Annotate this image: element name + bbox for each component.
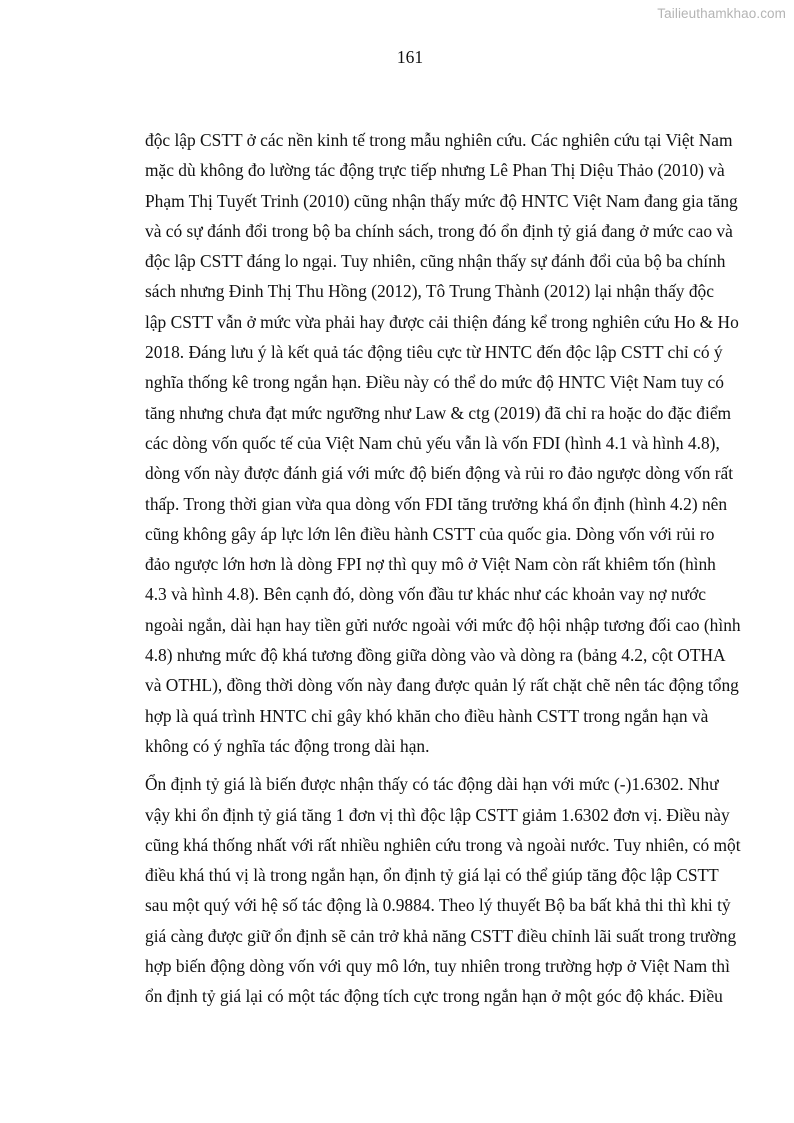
text-line: cũng không gây áp lực lớn lên điều hành CSTT của quốc gia. Dòng vốn với rủi ro (145, 523, 715, 544)
text-line: 2018. Đáng lưu ý là kết quả tác động tiêu cực từ HNTC đến độc lập CSTT chỉ có ý (145, 342, 723, 363)
text-line: độc lập CSTT ở các nền kinh tế trong mẫu nghiên cứu. Các nghiên cứu tại Việt Nam (145, 130, 733, 150)
text-line: sách nhưng Đinh Thị Thu Hồng (2012), Tô Trung Thành (2012) lại nhận thấy độc (145, 281, 714, 302)
text-line: mặc dù không đo lường tác động trực tiếp nhưng Lê Phan Thị Diệu Thảo (2010) và (145, 160, 725, 181)
text-line: đảo ngược lớn hơn là dòng FPI nợ thì quy mô ở Việt Nam còn rất khiêm tốn (hình (145, 554, 716, 575)
text-line: 4.8) nhưng mức độ khá tương đồng giữa dòng vào và dòng ra (bảng 4.2, cột OTHA (145, 645, 726, 666)
text-line: dòng vốn này được đánh giá với mức độ biến động và rủi ro đảo ngược dòng vốn rất (145, 463, 734, 484)
text-line: hợp biến động dòng vốn với quy mô lớn, tuy nhiên trong trường hợp ở Việt Nam thì (145, 956, 730, 977)
text-line: ổn định tỷ giá lại có một tác động tích cực trong ngắn hạn ở một góc độ khác. Điều (145, 986, 723, 1007)
watermark: Tailieuthamkhao.com (657, 6, 786, 21)
text-line: cũng khá thống nhất với rất nhiều nghiên cứu trong và ngoài nước. Tuy nhiên, có một (145, 834, 741, 855)
text-line: và OTHL), đồng thời dòng vốn này đang được quản lý rất chặt chẽ nên tác động tổng (145, 675, 739, 696)
text-line: điều khá thú vị là trong ngắn hạn, ổn định tỷ giá lại có thể giúp tăng độc lập CSTT (145, 865, 719, 886)
text-line: lập CSTT vẫn ở mức vừa phải hay được cải thiện đáng kể trong nghiên cứu Ho & Ho (145, 311, 739, 332)
page-number: 161 (396, 47, 424, 67)
text-line: Ổn định tỷ giá là biến được nhận thấy có tác động dài hạn với mức (-)1.6302. Như (145, 774, 719, 795)
text-line: hợp là quá trình HNTC chỉ gây khó khăn cho điều hành CSTT trong ngắn hạn và (145, 705, 709, 726)
text-line: nghĩa thống kê trong ngắn hạn. Điều này có thể do mức độ HNTC Việt Nam tuy có (145, 372, 724, 393)
text-line: thấp. Trong thời gian vừa qua dòng vốn FDI tăng trưởng khá ổn định (hình 4.2) nên (145, 493, 728, 514)
text-line: và có sự đánh đổi trong bộ ba chính sách, trong đó ổn định tỷ giá đang ở mức cao và (145, 220, 733, 241)
paragraph-2 (145, 769, 741, 1011)
text-line: ngoài ngắn, dài hạn hay tiền gửi nước ngoài với mức độ hội nhập tương đối cao (hình (145, 614, 741, 635)
document-body (145, 125, 741, 1012)
text-line: Phạm Thị Tuyết Trinh (2010) cũng nhận thấy mức độ HNTC Việt Nam đang gia tăng (145, 190, 738, 211)
paragraph-1 (145, 125, 741, 761)
text-line: các dòng vốn quốc tế của Việt Nam chủ yếu vẫn là vốn FDI (hình 4.1 và hình 4.8), (145, 432, 720, 453)
text-line: vậy khi ổn định tỷ giá tăng 1 đơn vị thì độc lập CSTT giảm 1.6302 đơn vị. Điều này (145, 804, 730, 825)
text-line: không có ý nghĩa tác động trong dài hạn. (145, 735, 430, 756)
text-line: tăng nhưng chưa đạt mức ngưỡng như Law & ctg (2019) đã chỉ ra hoặc do đặc điểm (145, 402, 732, 423)
text-line: 4.3 và hình 4.8). Bên cạnh đó, dòng vốn đầu tư khác như các khoản vay nợ nước (145, 584, 707, 605)
text-line: sau một quý với hệ số tác động là 0.9884. Theo lý thuyết Bộ ba bất khả thi thì khi tỷ (145, 895, 731, 916)
text-line: độc lập CSTT đáng lo ngại. Tuy nhiên, cũng nhận thấy sự đánh đổi của bộ ba chính (145, 251, 726, 272)
text-line: giá càng được giữ ổn định sẽ cản trở khả năng CSTT điều chỉnh lãi suất trong trường (145, 925, 737, 946)
